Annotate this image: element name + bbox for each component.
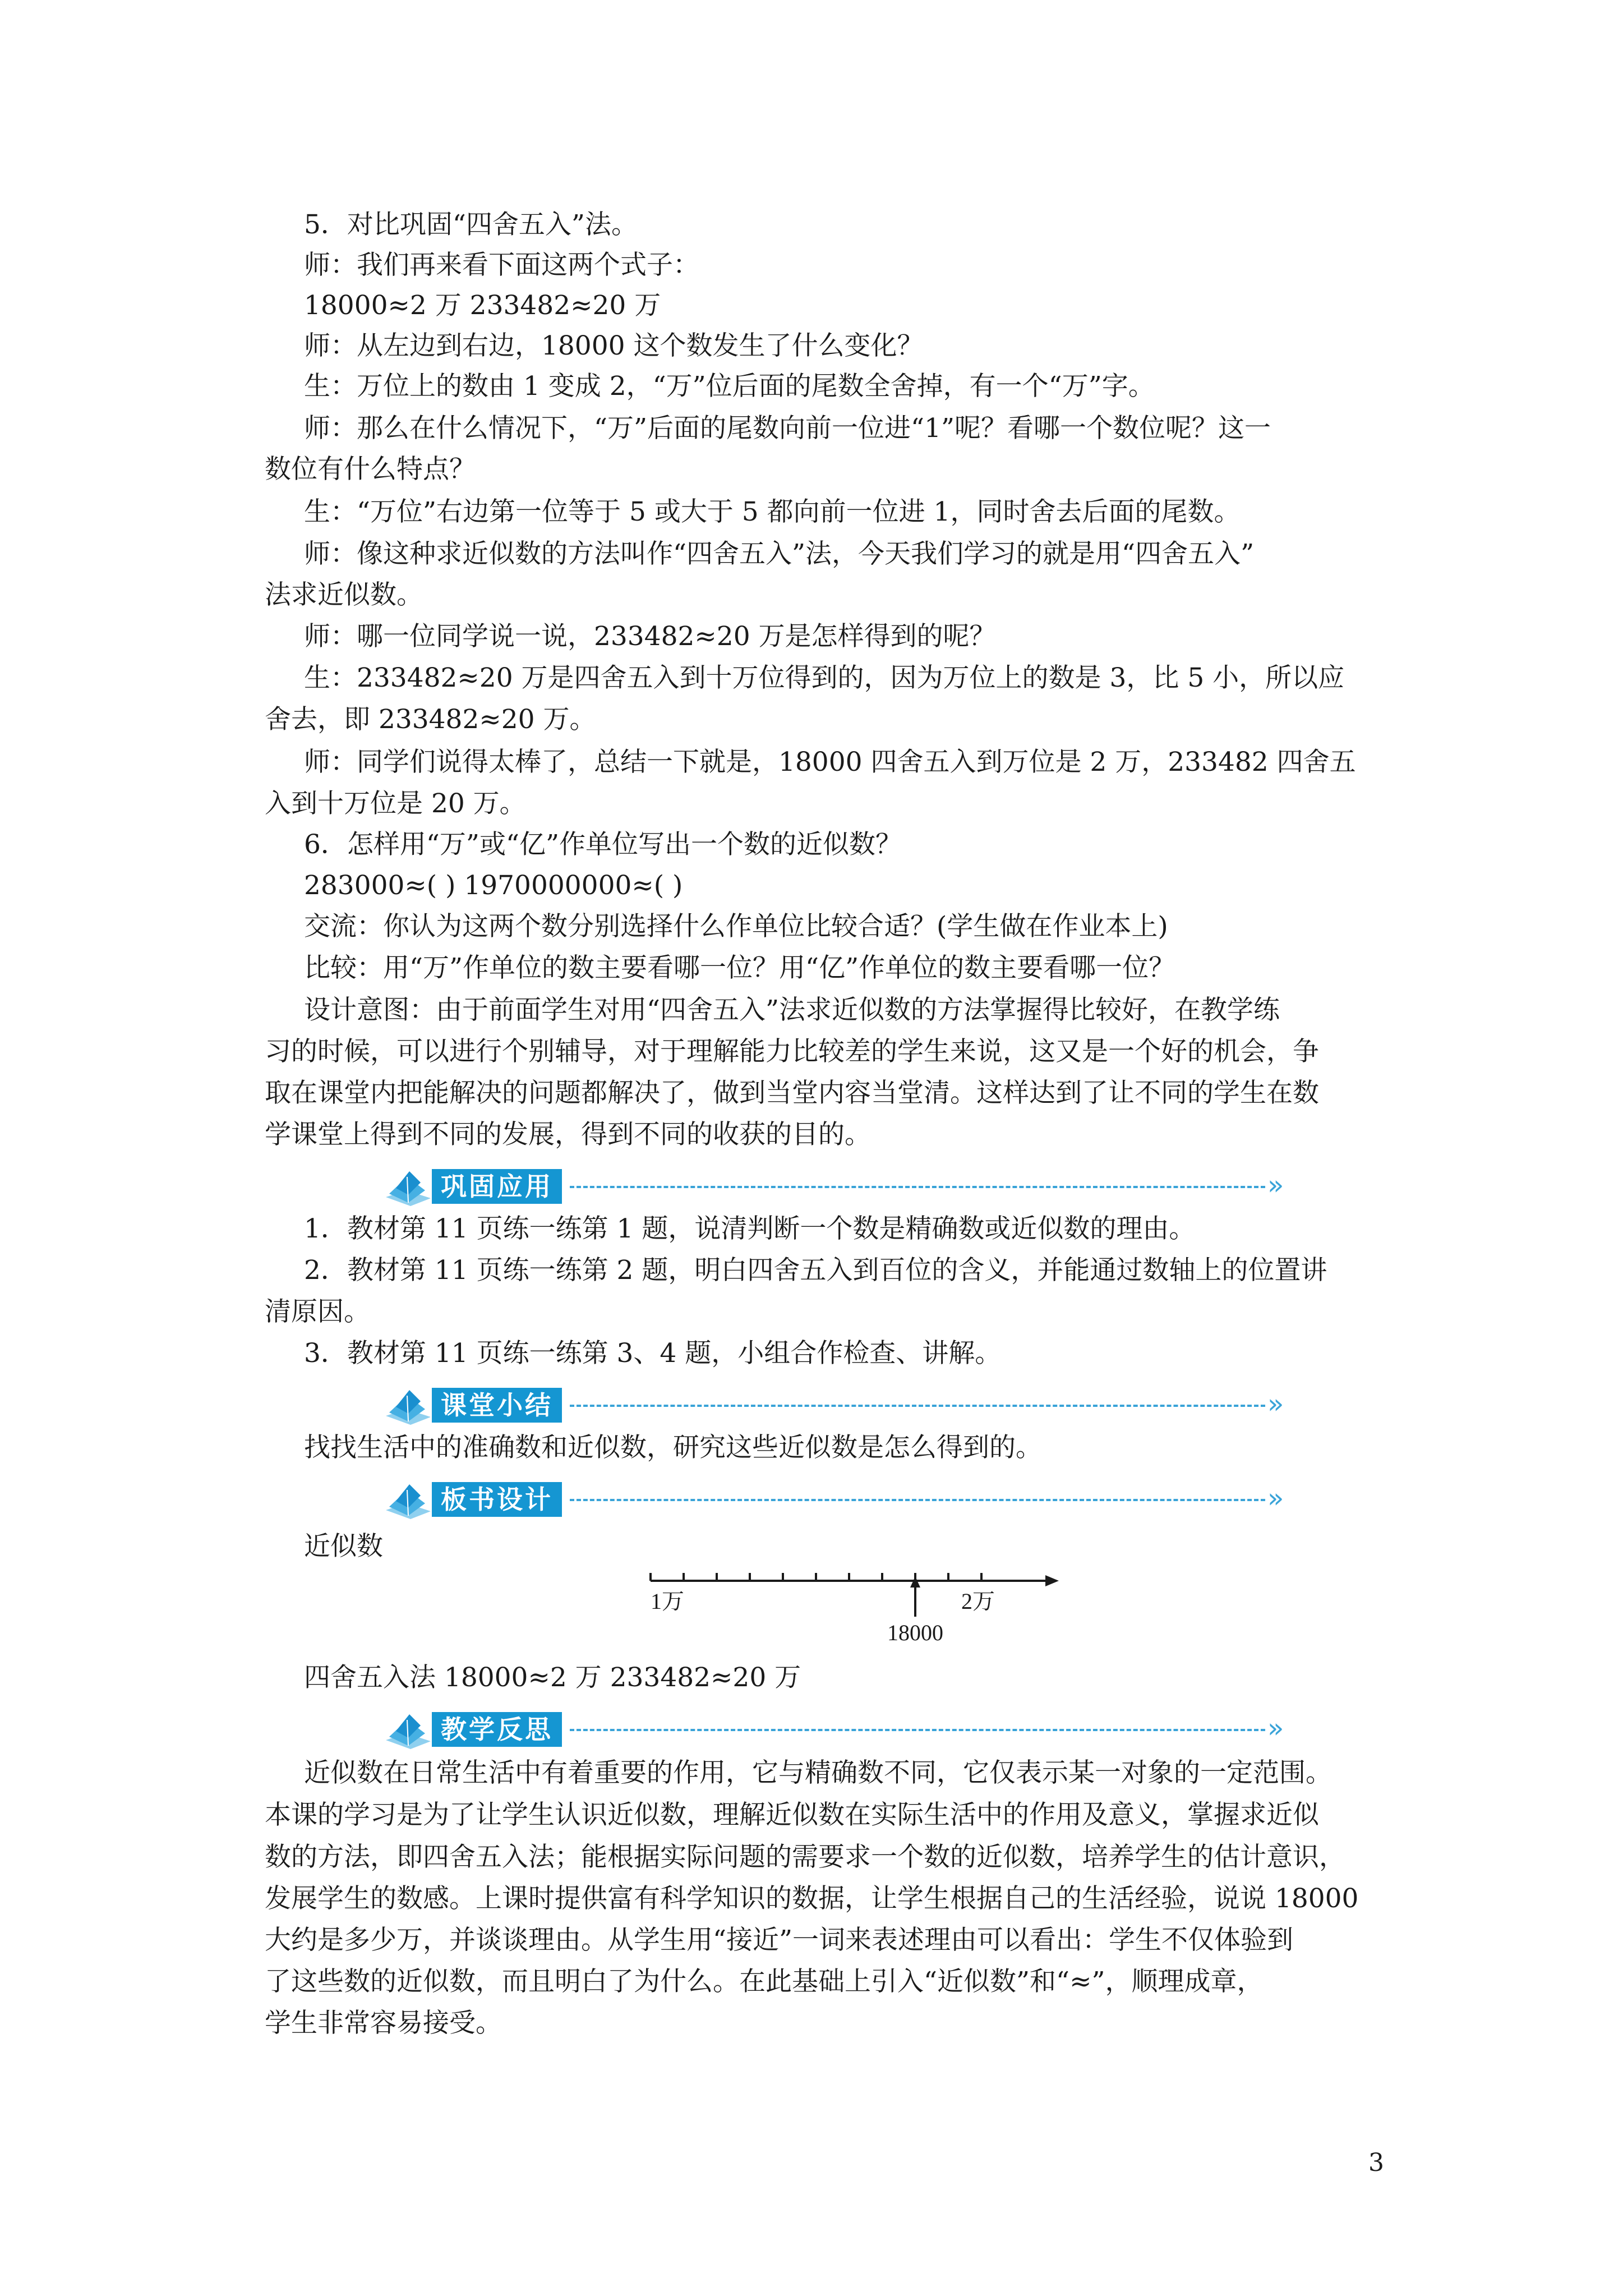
- paragraph-line: 法求近似数。: [265, 579, 423, 610]
- section-header-consolidate: [381, 1165, 1307, 1208]
- double-chevron-icon: »: [1267, 1483, 1284, 1514]
- paragraph-line: 大约是多少万，并谈谈理由。从学生用“接近”一词来表述理由可以看出：学生不仅体验到: [265, 1925, 1294, 1955]
- paragraph-line: 5．对比巩固“四舍五入”法。: [304, 209, 638, 240]
- paragraph-line: 数位有什么特点？: [265, 454, 476, 485]
- paragraph-line: 近似数: [304, 1531, 383, 1562]
- section-title: 课堂小结: [432, 1388, 562, 1423]
- number-line-left-label: 1万: [651, 1589, 684, 1614]
- number-line-ticks: [651, 1573, 981, 1581]
- paragraph-line: 比较：用“万”作单位的数主要看哪一位？用“亿”作单位的数主要看哪一位？: [304, 953, 1175, 983]
- dashed-divider: [570, 1186, 1265, 1188]
- number-line: [645, 1520, 1060, 1644]
- paragraph-line: 生：“万位”右边第一位等于 5 或大于 5 都向前一位进 1，同时舍去后面的尾数。: [304, 496, 1241, 527]
- number-line-right-label: 2万: [961, 1589, 995, 1614]
- book-icon: [381, 1479, 435, 1521]
- paragraph-line: 清原因。: [265, 1296, 370, 1327]
- paragraph-line: 舍去，即 233482≈20 万。: [265, 704, 596, 735]
- paragraph-line: 入到十万位是 20 万。: [265, 788, 526, 819]
- paragraph-line: 设计意图：由于前面学生对用“四舍五入”法求近似数的方法掌握得比较好，在教学练: [304, 995, 1280, 1025]
- paragraph-line: 师：从左边到右边，18000 这个数发生了什么变化？: [304, 330, 924, 361]
- paragraph-line: 学课堂上得到不同的发展，得到不同的收获的目的。: [265, 1119, 871, 1150]
- double-chevron-icon: »: [1267, 1388, 1284, 1420]
- dashed-divider: [570, 1499, 1265, 1501]
- double-chevron-icon: »: [1267, 1713, 1284, 1744]
- double-chevron-icon: »: [1267, 1170, 1284, 1201]
- book-icon: [381, 1709, 435, 1751]
- number-line-marker-label: 18000: [887, 1620, 943, 1644]
- paragraph-line: 1．教材第 11 页练一练第 1 题，说清判断一个数是精确数或近似数的理由。: [304, 1213, 1196, 1244]
- paragraph-line: 学生非常容易接受。: [265, 2008, 502, 2039]
- paragraph-line: 本课的学习是为了让学生认识近似数，理解近似数在实际生活中的作用及意义，掌握求近似: [265, 1800, 1319, 1830]
- paragraph-line: 取在课堂内把能解决的问题都解决了，做到当堂内容当堂清。这样达到了让不同的学生在数: [265, 1078, 1319, 1108]
- book-icon: [381, 1166, 435, 1208]
- paragraph-line: 师：我们再来看下面这两个式子：: [304, 250, 699, 280]
- paragraph-line: 2．教材第 11 页练一练第 2 题，明白四舍五入到百位的含义，并能通过数轴上的位置讲: [304, 1255, 1327, 1286]
- paragraph-line: 四舍五入法 18000≈2 万 233482≈20 万: [304, 1662, 801, 1693]
- dashed-divider: [570, 1729, 1265, 1731]
- page-number: 3: [1368, 2148, 1384, 2177]
- axis-arrow-icon: [1045, 1575, 1059, 1586]
- paragraph-line: 师：同学们说得太棒了，总结一下就是，18000 四舍五入到万位是 2 万，233482 四舍五: [304, 747, 1356, 777]
- section-header-board: [381, 1478, 1307, 1521]
- paragraph-line: 生：万位上的数由 1 变成 2，“万”位后面的尾数全舍掉，有一个“万”字。: [304, 371, 1155, 402]
- section-header-reflection: [381, 1708, 1307, 1751]
- paragraph-line: 师：哪一位同学说一说，233482≈20 万是怎样得到的呢？: [304, 621, 996, 652]
- paragraph-line: 6．怎样用“万”或“亿”作单位写出一个数的近似数？: [304, 829, 902, 860]
- paragraph-line: 发展学生的数感。上课时提供富有科学知识的数据，让学生根据自己的生活经验，说说 18000: [265, 1883, 1359, 1914]
- paragraph-line: 师：像这种求近似数的方法叫作“四舍五入”法，今天我们学习的就是用“四舍五入”: [304, 539, 1255, 569]
- book-icon: [381, 1384, 435, 1427]
- paragraph-line: 近似数在日常生活中有着重要的作用，它与精确数不同，它仅表示某一对象的一定范围。: [304, 1757, 1332, 1788]
- section-title: 教学反思: [432, 1712, 562, 1747]
- number-line-marker: [910, 1576, 920, 1617]
- paragraph-line: 18000≈2 万 233482≈20 万: [304, 290, 661, 321]
- paragraph-line: 找找生活中的准确数和近似数，研究这些近似数是怎么得到的。: [304, 1432, 1042, 1463]
- paragraph-line: 习的时候，可以进行个别辅导，对于理解能力比较差的学生来说，这又是一个好的机会，争: [265, 1036, 1319, 1067]
- paragraph-line: 283000≈( ) 1970000000≈( ): [304, 870, 683, 901]
- paragraph-line: 数的方法，即四舍五入法；能根据实际问题的需要求一个数的近似数，培养学生的估计意识，: [265, 1842, 1345, 1872]
- section-header-summary: [381, 1383, 1307, 1427]
- paragraph-line: 了这些数的近似数，而且明白了为什么。在此基础上引入“近似数”和“≈”，顺理成章，: [265, 1966, 1264, 1997]
- dashed-divider: [570, 1405, 1265, 1407]
- paragraph-line: 3．教材第 11 页练一练第 3、4 题，小组合作检查、讲解。: [304, 1338, 1002, 1369]
- section-title: 巩固应用: [432, 1169, 562, 1204]
- paragraph-line: 生：233482≈20 万是四舍五入到十万位得到的，因为万位上的数是 3，比 5 小，所以应: [304, 662, 1345, 693]
- paragraph-line: 师：那么在什么情况下，“万”后面的尾数向前一位进“1”呢？看哪一个数位呢？这一: [304, 413, 1271, 444]
- paragraph-line: 交流：你认为这两个数分别选择什么作单位比较合适？(学生做在作业本上): [304, 911, 1168, 942]
- section-title: 板书设计: [432, 1482, 562, 1517]
